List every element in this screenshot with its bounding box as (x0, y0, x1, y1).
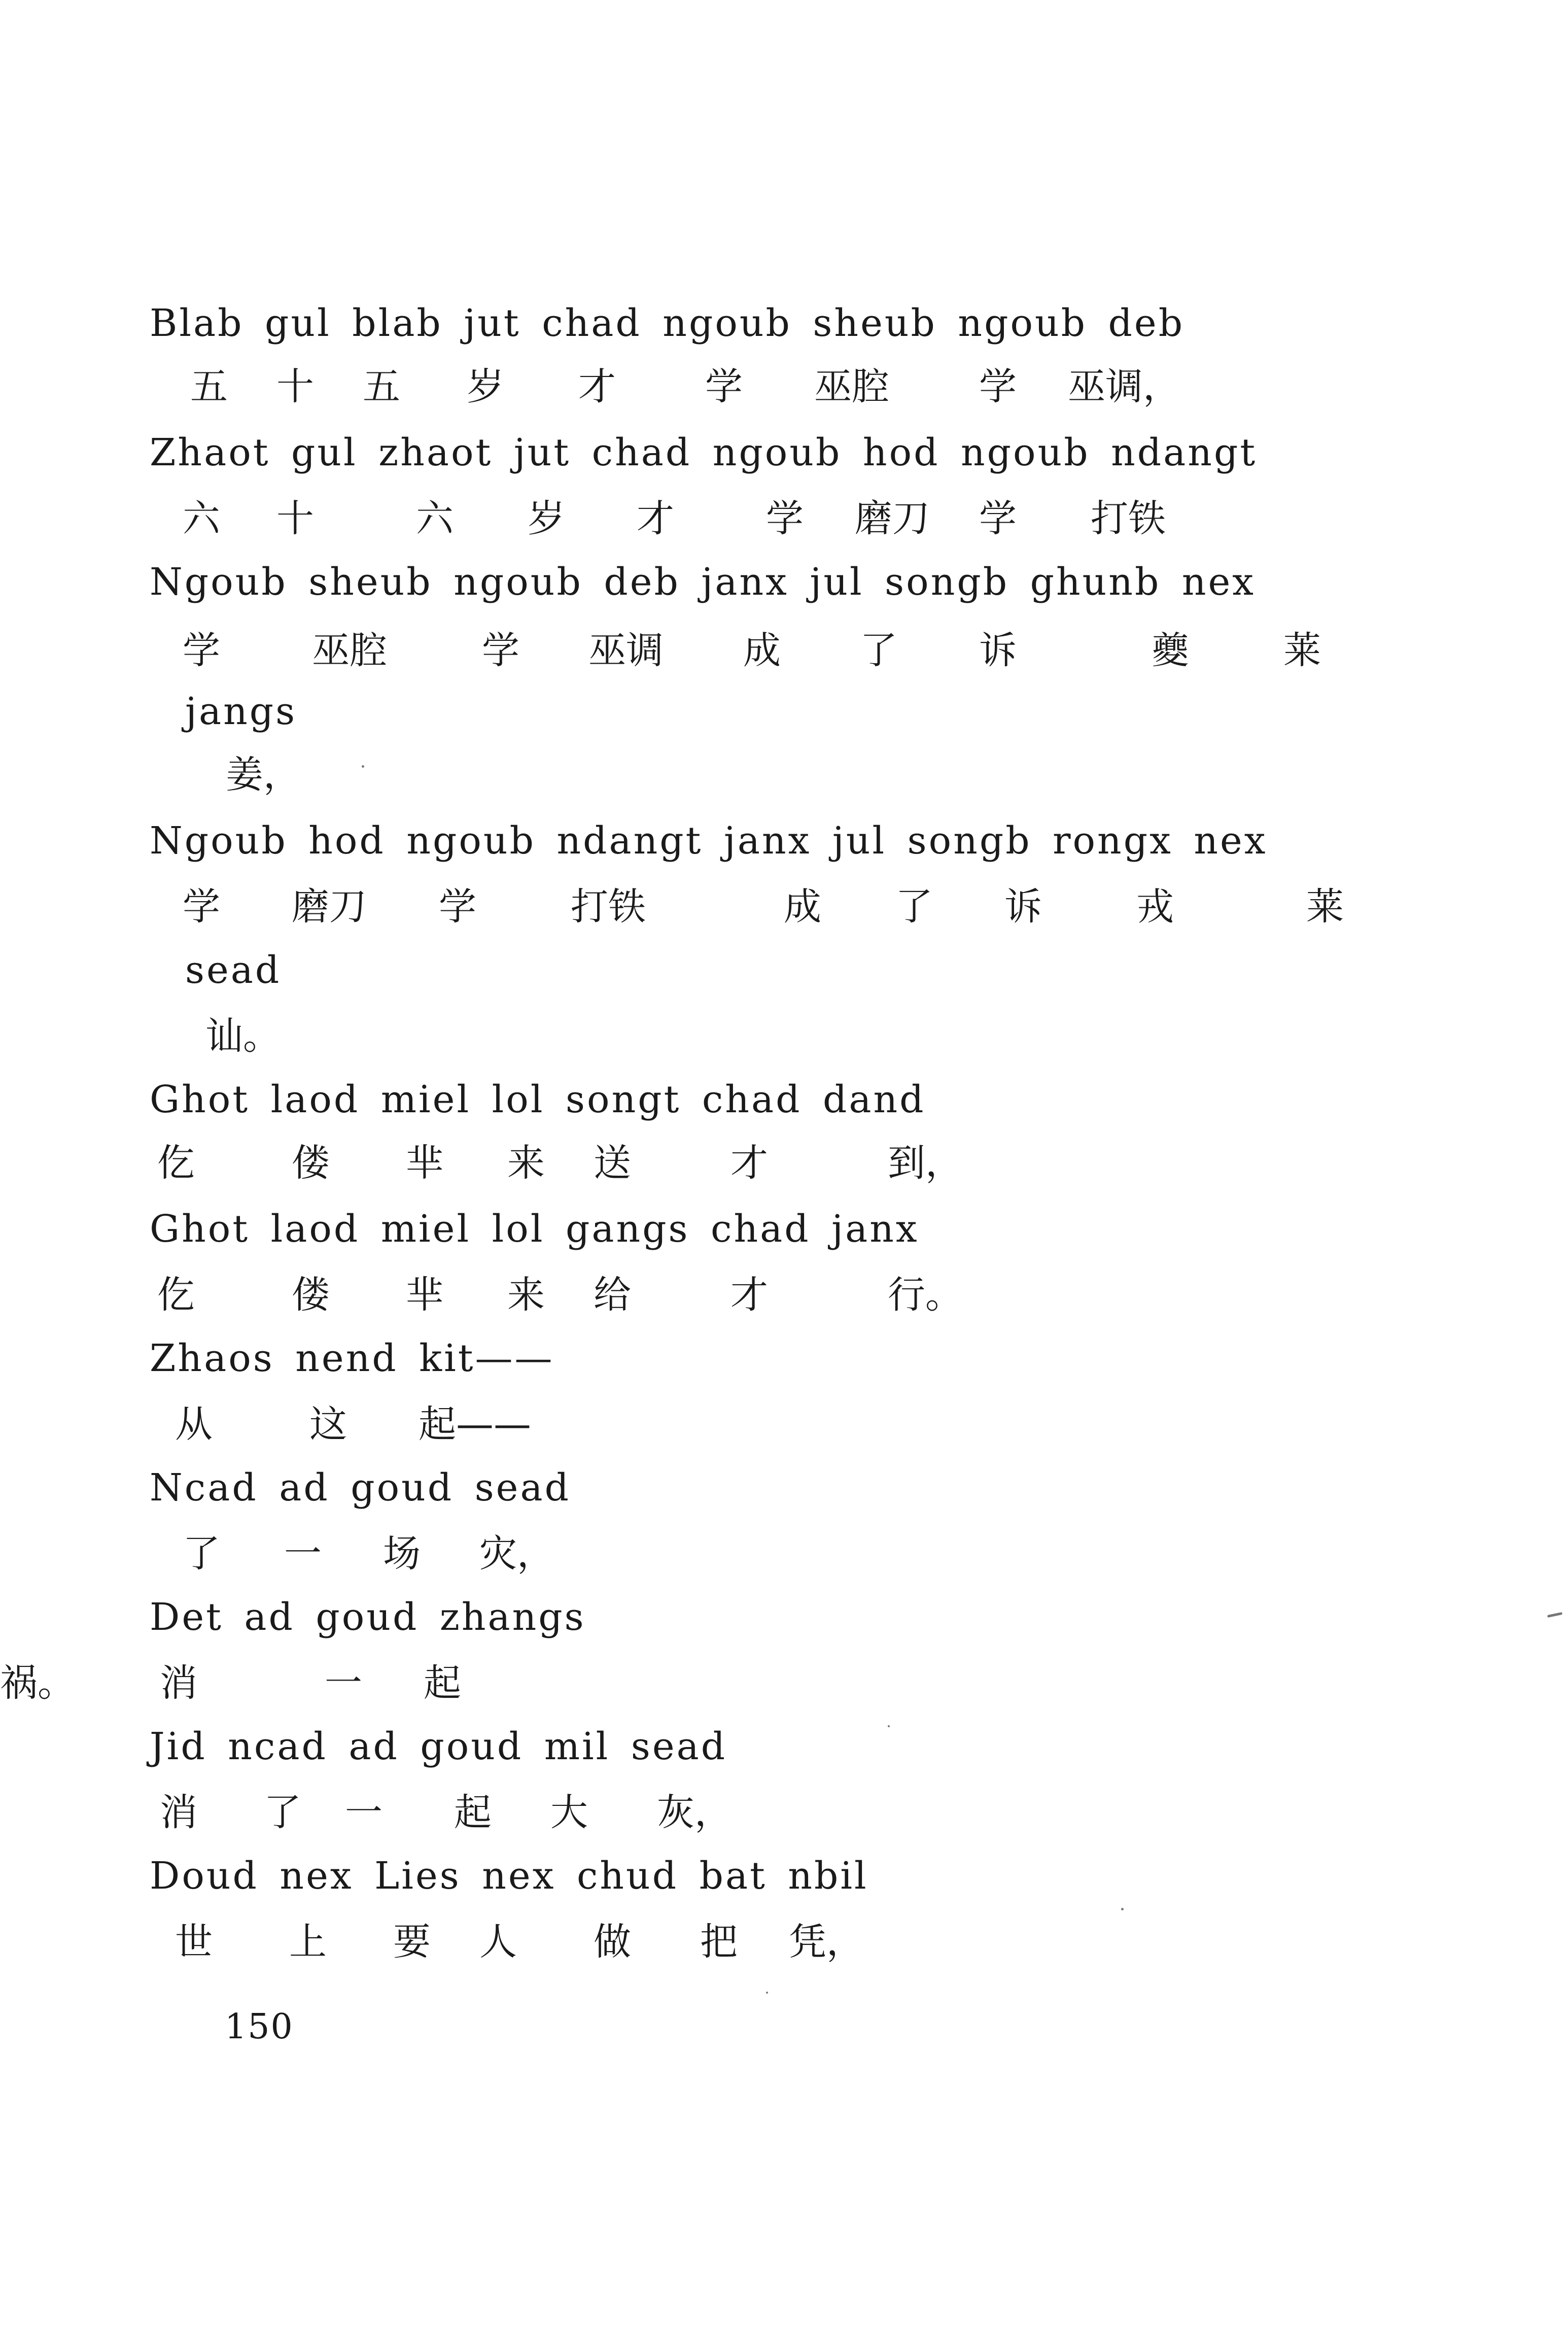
gloss-token: 做 (594, 1920, 631, 1964)
gloss-token: 学 (482, 629, 519, 672)
gloss-token: 学 (979, 365, 1017, 408)
gloss-token: 上 (289, 1920, 327, 1964)
scan-speck (1121, 1908, 1124, 1910)
gloss-token: 偻 (292, 1273, 329, 1317)
gloss-token: 起 (454, 1791, 492, 1834)
gloss-token: 来 (507, 1141, 545, 1185)
gloss-token: 人 (479, 1920, 517, 1964)
gloss-token: 起—— (419, 1403, 531, 1446)
romanized-line: Ngoub hod ngoub ndangt janx jul songb rongx nex (150, 819, 1268, 863)
gloss-token: 才 (730, 1273, 768, 1317)
gloss-token: 才 (637, 497, 674, 540)
gloss-token: 要 (393, 1920, 431, 1964)
gloss-token: 讪。 (205, 1014, 281, 1058)
gloss-token: 岁 (467, 365, 504, 408)
romanized-line: sead (185, 948, 282, 992)
gloss-token: 起 (424, 1661, 461, 1705)
gloss-token: 一 (345, 1791, 382, 1834)
gloss-token: 消 (160, 1661, 197, 1705)
gloss-token: 岁 (528, 497, 565, 540)
gloss-token: 给 (594, 1273, 631, 1317)
gloss-token: 成 (784, 885, 821, 929)
gloss-token: 学 (705, 365, 743, 408)
gloss-token: 灾， (479, 1532, 554, 1576)
gloss-token: 了 (183, 1532, 220, 1576)
gloss-token: 学 (979, 497, 1017, 540)
gloss-token: 芈 (406, 1141, 443, 1185)
gloss-token: 莱 (1283, 629, 1321, 672)
gloss-token: 仡 (157, 1273, 195, 1317)
page-number: 150 (225, 2007, 294, 2047)
gloss-token: 送 (594, 1141, 631, 1185)
gloss-token: 才 (730, 1141, 768, 1185)
gloss-token: 夔 (1152, 629, 1189, 672)
gloss-token: 行。 (888, 1273, 963, 1317)
gloss-token: 六 (183, 497, 220, 540)
gloss-token: 芈 (406, 1273, 443, 1317)
gloss-token: 五 (190, 365, 228, 408)
gloss-token: 这 (309, 1403, 347, 1446)
gloss-token: 了 (860, 629, 897, 672)
gloss-token: 了 (264, 1791, 301, 1834)
gloss-token: 来 (507, 1273, 545, 1317)
gloss-token: 凭， (789, 1920, 864, 1964)
gloss-token: 打铁 (1091, 497, 1166, 540)
romanized-line: Ncad ad goud sead (150, 1466, 571, 1510)
gloss-token: 场 (383, 1532, 421, 1576)
gloss-token: 偻 (292, 1141, 329, 1185)
scan-speck (766, 1992, 768, 1994)
gloss-token: 诉 (1004, 885, 1042, 929)
gloss-token: 诉 (979, 629, 1017, 672)
gloss-token: 磨刀 (855, 497, 930, 540)
gloss-token: 五 (363, 365, 400, 408)
romanized-line: jangs (185, 690, 297, 733)
scan-speck (1547, 1612, 1562, 1618)
romanized-line: Doud nex Lies nex chud bat nbil (150, 1854, 868, 1898)
scan-speck (362, 765, 364, 768)
romanized-line: Ghot laod miel lol gangs chad janx (150, 1207, 919, 1251)
gloss-token: 打铁 (571, 885, 646, 929)
gloss-token: 学 (183, 629, 220, 672)
romanized-line: Det ad goud zhangs (150, 1595, 586, 1639)
gloss-token: 把 (700, 1920, 738, 1964)
scan-speck (888, 1725, 890, 1727)
gloss-token: 磨刀 (292, 885, 367, 929)
romanized-line: Ghot laod miel lol songt chad dand (150, 1078, 926, 1121)
gloss-token: 成 (743, 629, 781, 672)
gloss-token: 六 (416, 497, 454, 540)
gloss-token: 一 (325, 1661, 362, 1705)
gloss-token: 一 (284, 1532, 322, 1576)
gloss-token: 学 (183, 885, 220, 929)
gloss-token: 十 (276, 497, 314, 540)
gloss-token: 巫调 (588, 629, 664, 672)
gloss-token: 姜， (226, 753, 301, 797)
gloss-token: 大 (550, 1791, 588, 1834)
gloss-token: 世 (175, 1920, 213, 1964)
gloss-token: 到， (888, 1141, 963, 1185)
gloss-token: 消 (160, 1791, 197, 1834)
gloss-token: 灰， (657, 1791, 732, 1834)
gloss-token: 才 (578, 365, 616, 408)
romanized-line: Blab gul blab jut chad ngoub sheub ngoub deb (150, 301, 1185, 345)
gloss-token: 学 (439, 885, 476, 929)
romanized-line: Jid ncad ad goud mil sead (150, 1725, 727, 1768)
gloss-token: 仡 (157, 1141, 195, 1185)
gloss-token: 了 (895, 885, 933, 929)
gloss-token: 从 (175, 1403, 213, 1446)
gloss-token: 莱 (1306, 885, 1344, 929)
romanized-line: Zhaot gul zhaot jut chad ngoub hod ngoub ndangt (150, 431, 1258, 474)
gloss-token: 祸。 (0, 1661, 75, 1705)
gloss-token: 巫腔 (814, 365, 889, 408)
romanized-line: Zhaos nend kit—— (150, 1337, 554, 1380)
gloss-token: 巫腔 (312, 629, 387, 672)
gloss-token: 学 (766, 497, 804, 540)
gloss-token: 十 (276, 365, 314, 408)
romanized-line: Ngoub sheub ngoub deb janx jul songb ghunb nex (150, 560, 1256, 604)
gloss-token: 戎 (1136, 885, 1174, 929)
gloss-token: 巫调， (1068, 365, 1180, 408)
